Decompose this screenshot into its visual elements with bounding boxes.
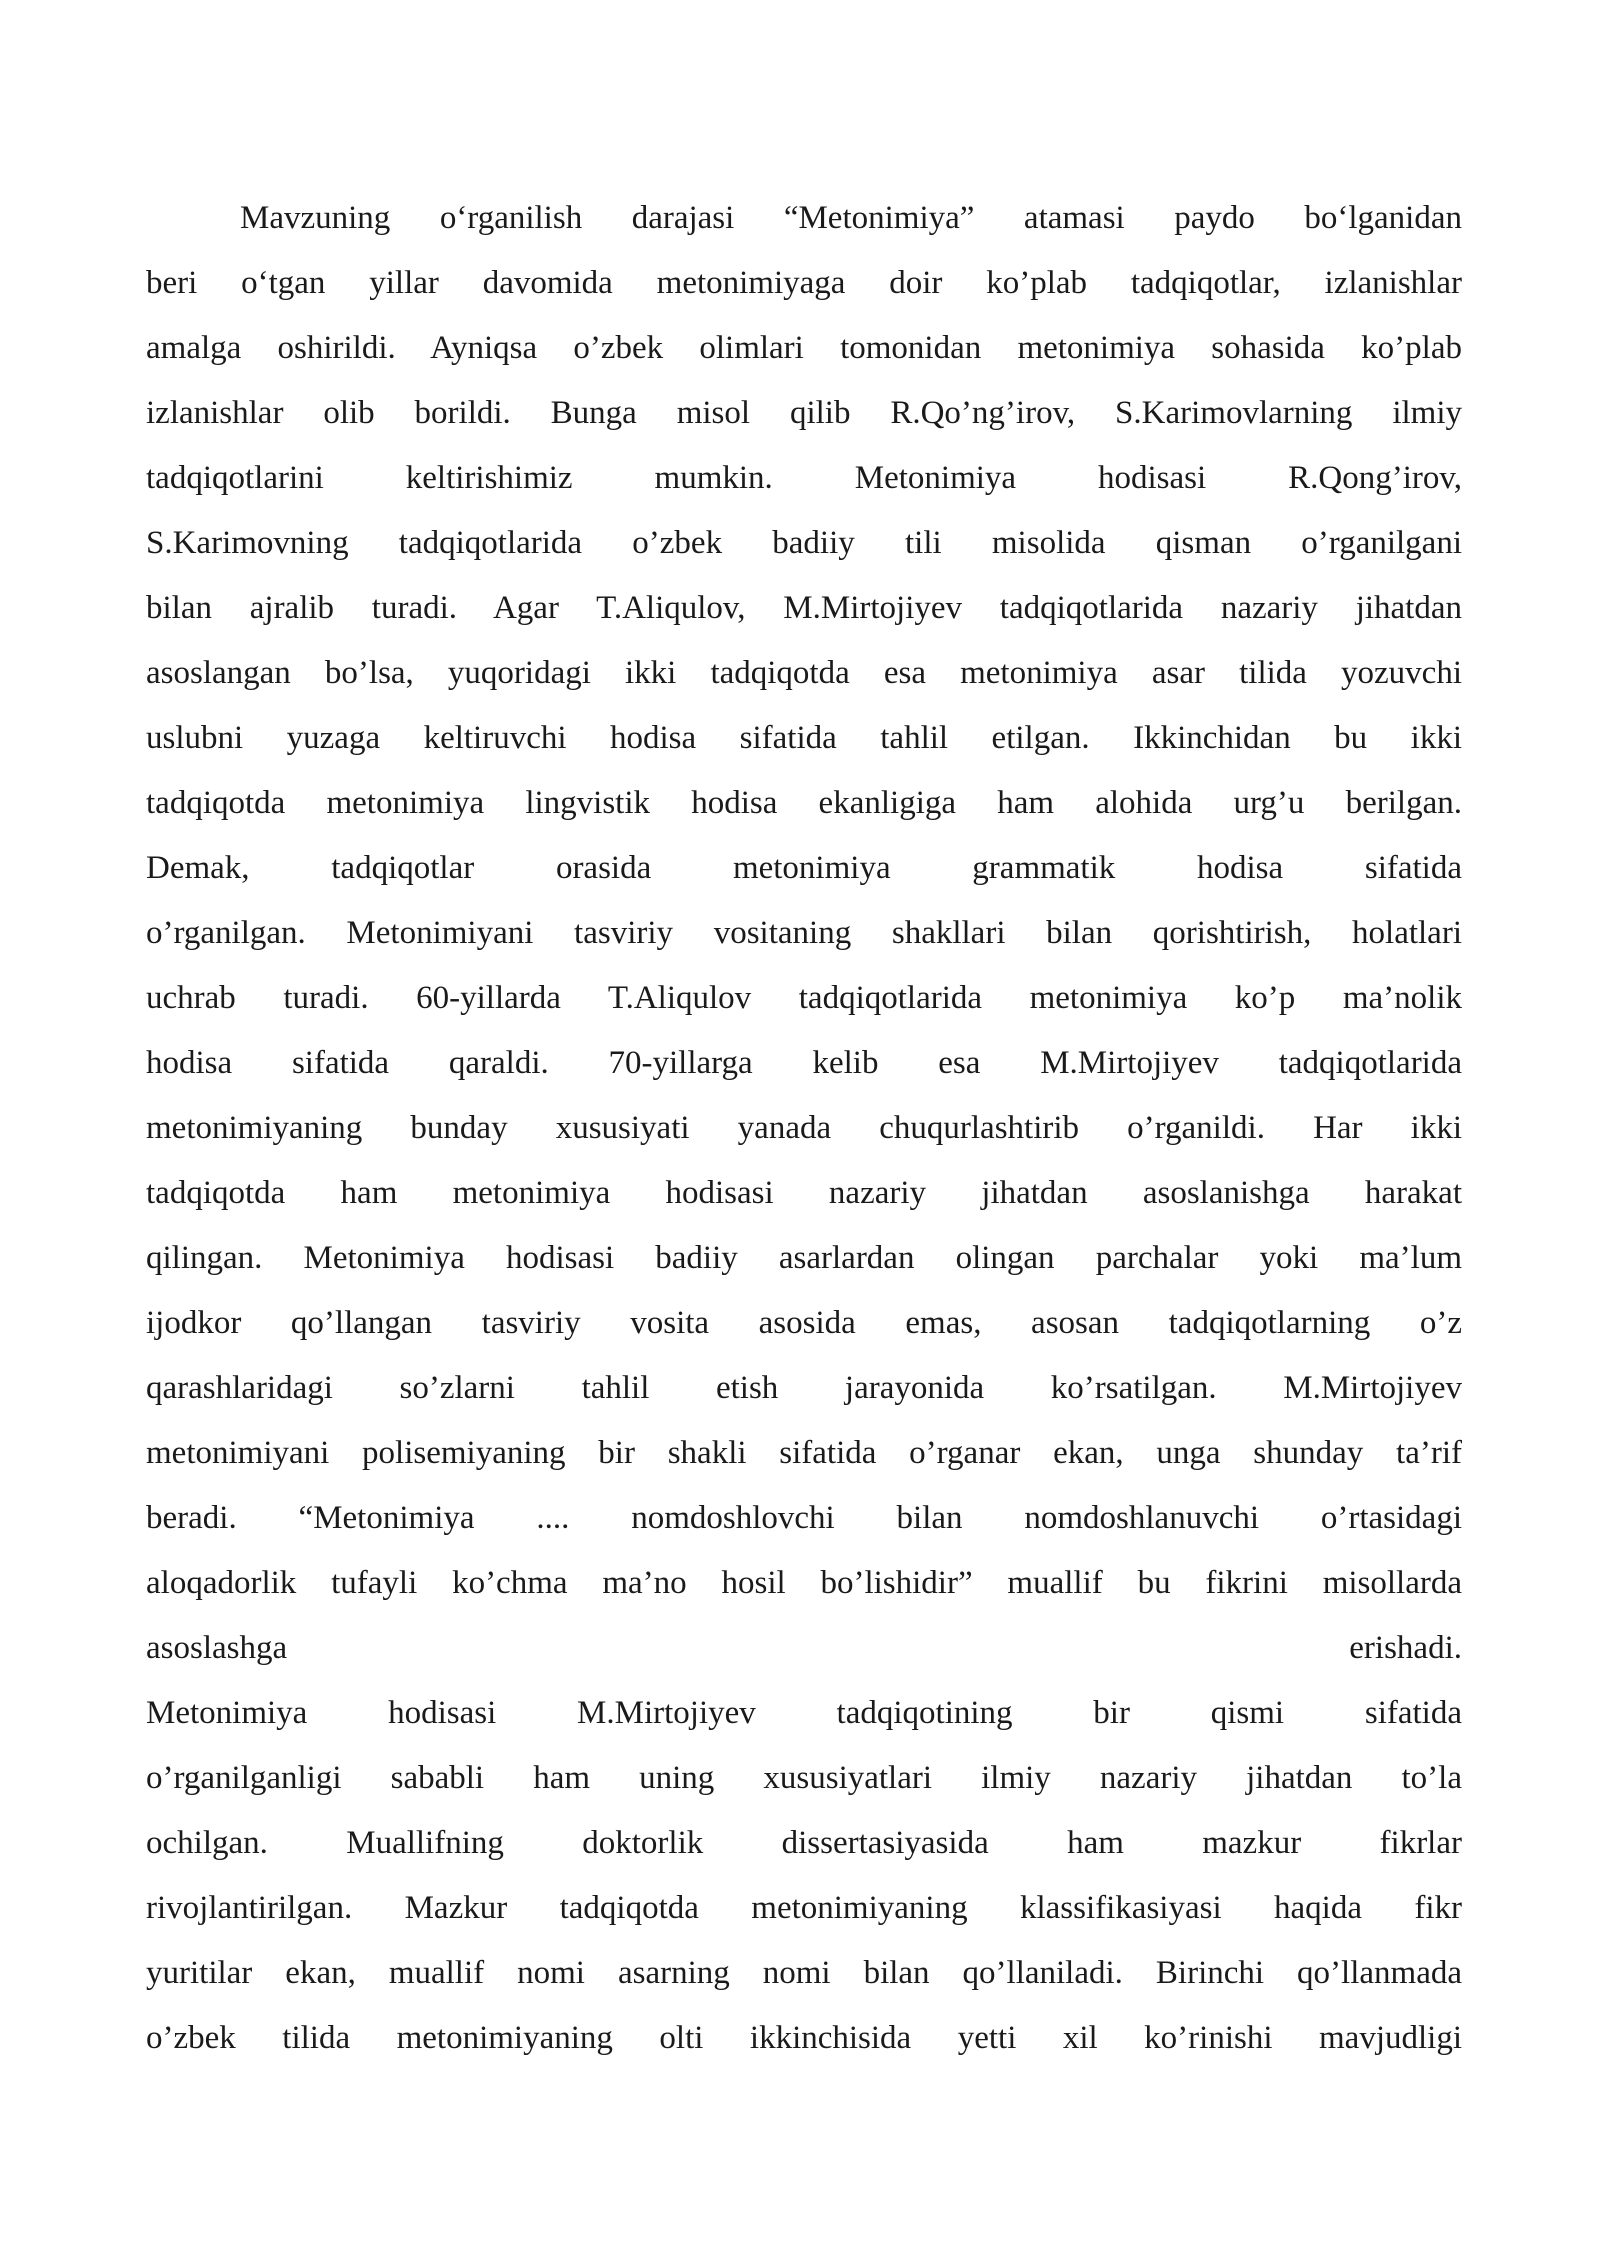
text-line: uchrab turadi. 60-yillarda T.Aliqulov tadqiqotlarida metonimiya ko’p ma’nolik bbox=[146, 980, 1462, 1016]
text-line: ijodkor qo’llangan tasviriy vosita asosida emas, asosan tadqiqotlarning o’z bbox=[146, 1305, 1462, 1341]
text-line: aloqadorlik tufayli ko’chma ma’no hosil bo’lishidir” muallif bu fikrini misollarda bbox=[146, 1565, 1462, 1601]
document-body bbox=[146, 186, 1462, 2071]
text-line: asoslashga erishadi. bbox=[146, 1630, 1462, 1666]
text-line: o’zbek tilida metonimiyaning olti ikkinchisida yetti xil ko’rinishi mavjudligi bbox=[146, 2020, 1462, 2056]
text-line: o’rganilganligi sababli ham uning xususiyatlari ilmiy nazariy jihatdan to’la bbox=[146, 1760, 1462, 1796]
text-line: metonimiyaning bunday xususiyati yanada chuqurlashtirib o’rganildi. Har ikki bbox=[146, 1110, 1462, 1146]
text-line: Metonimiya hodisasi M.Mirtojiyev tadqiqotining bir qismi sifatida bbox=[146, 1695, 1462, 1731]
text-line: tadqiqotda metonimiya lingvistik hodisa ekanligiga ham alohida urg’u berilgan. bbox=[146, 785, 1462, 821]
text-line: beri o‘tgan yillar davomida metonimiyaga doir ko’plab tadqiqotlar, izlanishlar bbox=[146, 265, 1462, 301]
text-line: tadqiqotda ham metonimiya hodisasi nazariy jihatdan asoslanishga harakat bbox=[146, 1175, 1462, 1211]
text-line: S.Karimovning tadqiqotlarida o’zbek badiiy tili misolida qisman o’rganilgani bbox=[146, 525, 1462, 561]
text-line: izlanishlar olib borildi. Bunga misol qilib R.Qo’ng’irov, S.Karimovlarning ilmiy bbox=[146, 395, 1462, 431]
text-line: yuritilar ekan, muallif nomi asarning nomi bilan qo’llaniladi. Birinchi qo’llanmada bbox=[146, 1955, 1462, 1991]
text-line: qarashlaridagi so’zlarni tahlil etish jarayonida ko’rsatilgan. M.Mirtojiyev bbox=[146, 1370, 1462, 1406]
text-line: ochilgan. Muallifning doktorlik dissertasiyasida ham mazkur fikrlar bbox=[146, 1825, 1462, 1861]
text-line: Demak, tadqiqotlar orasida metonimiya grammatik hodisa sifatida bbox=[146, 850, 1462, 886]
text-line: beradi. “Metonimiya .... nomdoshlovchi bilan nomdoshlanuvchi o’rtasidagi bbox=[146, 1500, 1462, 1536]
text-line: rivojlantirilgan. Mazkur tadqiqotda metonimiyaning klassifikasiyasi haqida fikr bbox=[146, 1890, 1462, 1926]
text-line: tadqiqotlarini keltirishimiz mumkin. Metonimiya hodisasi R.Qong’irov, bbox=[146, 460, 1462, 496]
text-line: o’rganilgan. Metonimiyani tasviriy vositaning shakllari bilan qorishtirish, holatlari bbox=[146, 915, 1462, 951]
text-line: uslubni yuzaga keltiruvchi hodisa sifatida tahlil etilgan. Ikkinchidan bu ikki bbox=[146, 720, 1462, 756]
text-line: bilan ajralib turadi. Agar T.Aliqulov, M.Mirtojiyev tadqiqotlarida nazariy jihatdan bbox=[146, 590, 1462, 626]
text-line: metonimiyani polisemiyaning bir shakli sifatida o’rganar ekan, unga shunday ta’rif bbox=[146, 1435, 1462, 1471]
text-line: amalga oshirildi. Ayniqsa o’zbek olimlari tomonidan metonimiya sohasida ko’plab bbox=[146, 330, 1462, 366]
text-line: qilingan. Metonimiya hodisasi badiiy asarlardan olingan parchalar yoki ma’lum bbox=[146, 1240, 1462, 1276]
text-line: Mavzuning o‘rganilish darajasi “Metonimiya” atamasi paydo bo‘lganidan bbox=[240, 200, 1462, 236]
text-line: hodisa sifatida qaraldi. 70-yillarga kelib esa M.Mirtojiyev tadqiqotlarida bbox=[146, 1045, 1462, 1081]
text-line: asoslangan bo’lsa, yuqoridagi ikki tadqiqotda esa metonimiya asar tilida yozuvchi bbox=[146, 655, 1462, 691]
